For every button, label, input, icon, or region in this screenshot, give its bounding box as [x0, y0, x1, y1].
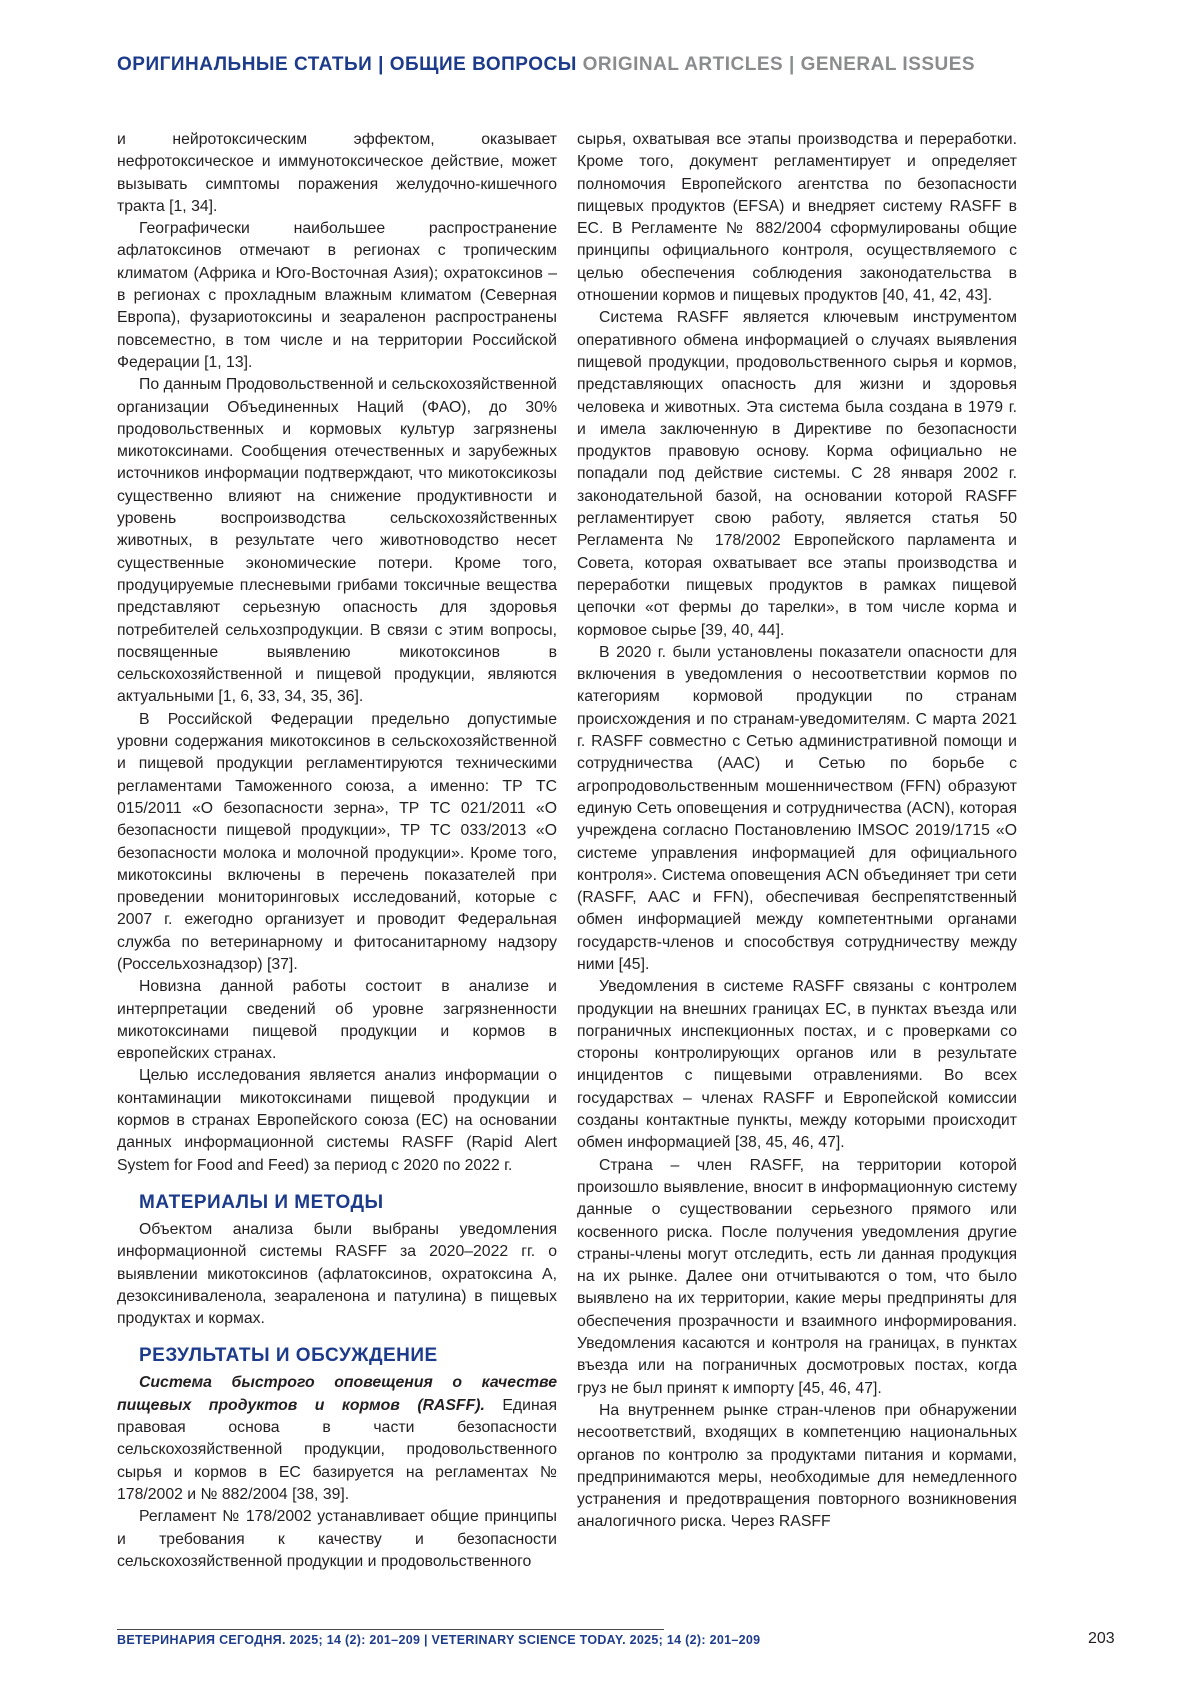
paragraph: Регламент № 178/2002 устанавливает общие принципы и требования к качеству и безопасности сельскохозяйственной продукции и продовольственного: [117, 1508, 557, 1570]
header-section-ru: ОРИГИНАЛЬНЫЕ СТАТЬИ | ОБЩИЕ ВОПРОСЫ: [117, 54, 577, 75]
page-number: 203: [1088, 1630, 1115, 1647]
paragraph: Страна – член RASFF, на территории которой произошло выявление, вносит в информационную систему данные о существовании серьезного прямого или косвенного риска. После получения уведомления другие страны-члены могут отследить, есть ли данная продукция на их рынке. Далее они отчитываются о том, что было выявлено на их территории, какие меры предприняты для обеспечения прозрачности и взаимного информирования. Уведомления касаются и контроля на границах, в пунктах въезда или на пограничных досмотровых постах, когда груз не был принят к импорту [45, 46, 47].: [577, 1156, 1017, 1397]
paragraph: Новизна данной работы состоит в анализе и интерпретации сведений об уровне загрязненности микотоксинами пищевой продукции и кормов в европейских странах.: [117, 978, 557, 1063]
paragraph: Система RASFF является ключевым инструментом оперативного обмена информацией о случаях выявления пищевой продукции, продовольственного сырья и кормов, представляющих опасность для жизни и здоровья человека и животных. Эта система была создана в 1979 г. и имела заключенную в Директиве по безопасности продуктов правовую основу. Корма официально не попадали под действие системы. С 28 января 2002 г. законодательной базой, на основании которой RASFF регламентирует свою работу, является статья 50 Регламента № 178/2002 Европейского парламента и Совета, которая охватывает все этапы производства и переработки пищевых продуктов в рамках пищевой цепочки «от фермы до тарелки», в том числе корма и кормовое сырье [39, 40, 44].: [577, 309, 1017, 639]
paragraph-text: Единая правовая основа в части безопасности сельскохозяйственной продукции, продовольственного сырья и кормов в ЕС базируется на регламентах № 178/2002 и № 882/2004 [38, 39].: [117, 1396, 558, 1503]
left-column: [117, 129, 557, 1573]
paragraph-with-subhead: [117, 1372, 557, 1506]
paragraph: В Российской Федерации предельно допустимые уровни содержания микотоксинов в сельскохозяйственной и пищевой продукции регламентируются техническими регламентами Таможенного союза, а именно: ТР ТС 015/2011 «О безопасности зерна», ТР ТС 021/2011 «О безопасности пищевой продукции», ТР ТС 033/2013 «О безопасности молока и молочной продукции». Кроме того, микотоксины включены в перечень показателей при проведении мониторинговых исследований, которые с 2007 г. ежегодно организует и проводит Федеральная служба по ветеринарному и фитосанитарному надзору (Россельхознадзор) [37].: [117, 710, 557, 973]
header-section-en: ORIGINAL ARTICLES | GENERAL ISSUES: [582, 54, 976, 75]
paragraph: В 2020 г. были установлены показатели опасности для включения в уведомления о несоответствии кормов по категориям кормовой продукции по странам происхождения и по странам-уведомителям. С марта 2021 г. RASFF совместно с Сетью административной помощи и сотрудничества (AAC) и Сетью по борьбе с агропродовольственным мошенничеством (FFN) образуют единую Сеть оповещения и сотрудничества (ACN), которая учреждена согласно Постановлению IMSOC 2019/1715 «О системе управления информацией для официального контроля». Система оповещения ACN объединяет три сети (RASFF, AAC и FFN), обеспечивая беспрепятственный обмен информацией между компетентными органами государств-членов и способствуя сотрудничеству между ними [45].: [577, 643, 1017, 973]
section-title-methods: МАТЕРИАЛЫ И МЕТОДЫ: [139, 1191, 384, 1213]
subsection-heading: Система быстрого оповещения о качестве пищевых продуктов и кормов (RASFF).: [117, 1374, 557, 1414]
paragraph: Объектом анализа были выбраны уведомления информационной системы RASFF за 2020–2022 гг. о выявлении микотоксинов (афлатоксинов, охратоксина А, дезоксиниваленола, зеараленона и патулина) в пищевых продуктах и кормах.: [117, 1220, 557, 1328]
paragraph: Целью исследования является анализ информации о контаминации микотоксинами пищевой продукции и кормов в странах Европейского союза (ЕС) на основании данных информационной системы RASFF (Rapid Alert System for Food and Feed) за период с 2020 по 2022 г.: [117, 1067, 557, 1174]
section-title-results: РЕЗУЛЬТАТЫ И ОБСУЖДЕНИЕ: [139, 1345, 438, 1367]
paragraph: По данным Продовольственной и сельскохозяйственной организации Объединенных Наций (ФАО), до 30% продовольственных и кормовых культур загрязнены микотоксинами. Сообщения отечественных и зарубежных источников информации подтверждают, что микотоксикозы существенно влияют на снижение продуктивности и уровень воспроизводства сельскохозяйственных животных, в результате чего животноводство несет существенные экономические потери. Кроме того, продуцируемые плесневыми грибами токсичные вещества представляют серьезную опасность для здоровья потребителей сельхозпродукции. В связи с этим вопросы, посвященные выявлению микотоксинов в сельскохозяйственной и пищевой продукции, являются актуальными [1, 6, 33, 34, 35, 36].: [117, 376, 557, 706]
paragraph: Географически наибольшее распространение афлатоксинов отмечают в регионах с тропическим климатом (Африка и Юго-Восточная Азия); охратоксинов – в регионах с прохладным влажным климатом (Северная Европа), фузариотоксины и зеараленон распространены повсеместно, в том числе и на территории Российской Федерации [1, 13].: [117, 220, 557, 371]
journal-citation: ВЕТЕРИНАРИЯ СЕГОДНЯ. 2025; 14 (2): 201–209 | VETERINARY SCIENCE TODAY. 2025; 14 (2): 201–209: [117, 1633, 761, 1647]
paragraph: На внутреннем рынке стран-членов при обнаружении несоответствий, входящих в компетенцию национальных органов по контролю за продуктами питания и кормами, предпринимаются меры, необходимые для немедленного устранения и предотвращения повторного возникновения аналогичного риска. Через RASFF: [577, 1401, 1017, 1531]
paragraph: и нейротоксическим эффектом, оказывает нефротоксическое и иммунотоксическое действие, может вызывать симптомы поражения желудочно-кишечного тракта [1, 34].: [117, 131, 557, 215]
paragraph: Уведомления в системе RASFF связаны с контролем продукции на внешних границах ЕС, в пунктах въезда или пограничных инспекционных постах, и с проверками со стороны контролирующих органов или в результате инцидентов с пищевыми отравлениями. Во всех государствах – членах RASFF и Европейской комиссии созданы контактные пункты, между которыми происходит обмен информацией [38, 45, 46, 47].: [577, 978, 1017, 1152]
paragraph: сырья, охватывая все этапы производства и переработки. Кроме того, документ регламентирует и определяет полномочия Европейского агентства по безопасности пищевых продуктов (EFSA) и внедряет систему RASFF в ЕС. В Регламенте № 882/2004 сформулированы общие принципы официального контроля, осуществляемого с целью обеспечения соблюдения законодательства в отношении кормов и пищевых продуктов [40, 41, 42, 43].: [577, 131, 1017, 305]
running-header: [117, 54, 975, 76]
right-column: [577, 129, 1017, 1534]
footer-divider: [117, 1629, 664, 1630]
